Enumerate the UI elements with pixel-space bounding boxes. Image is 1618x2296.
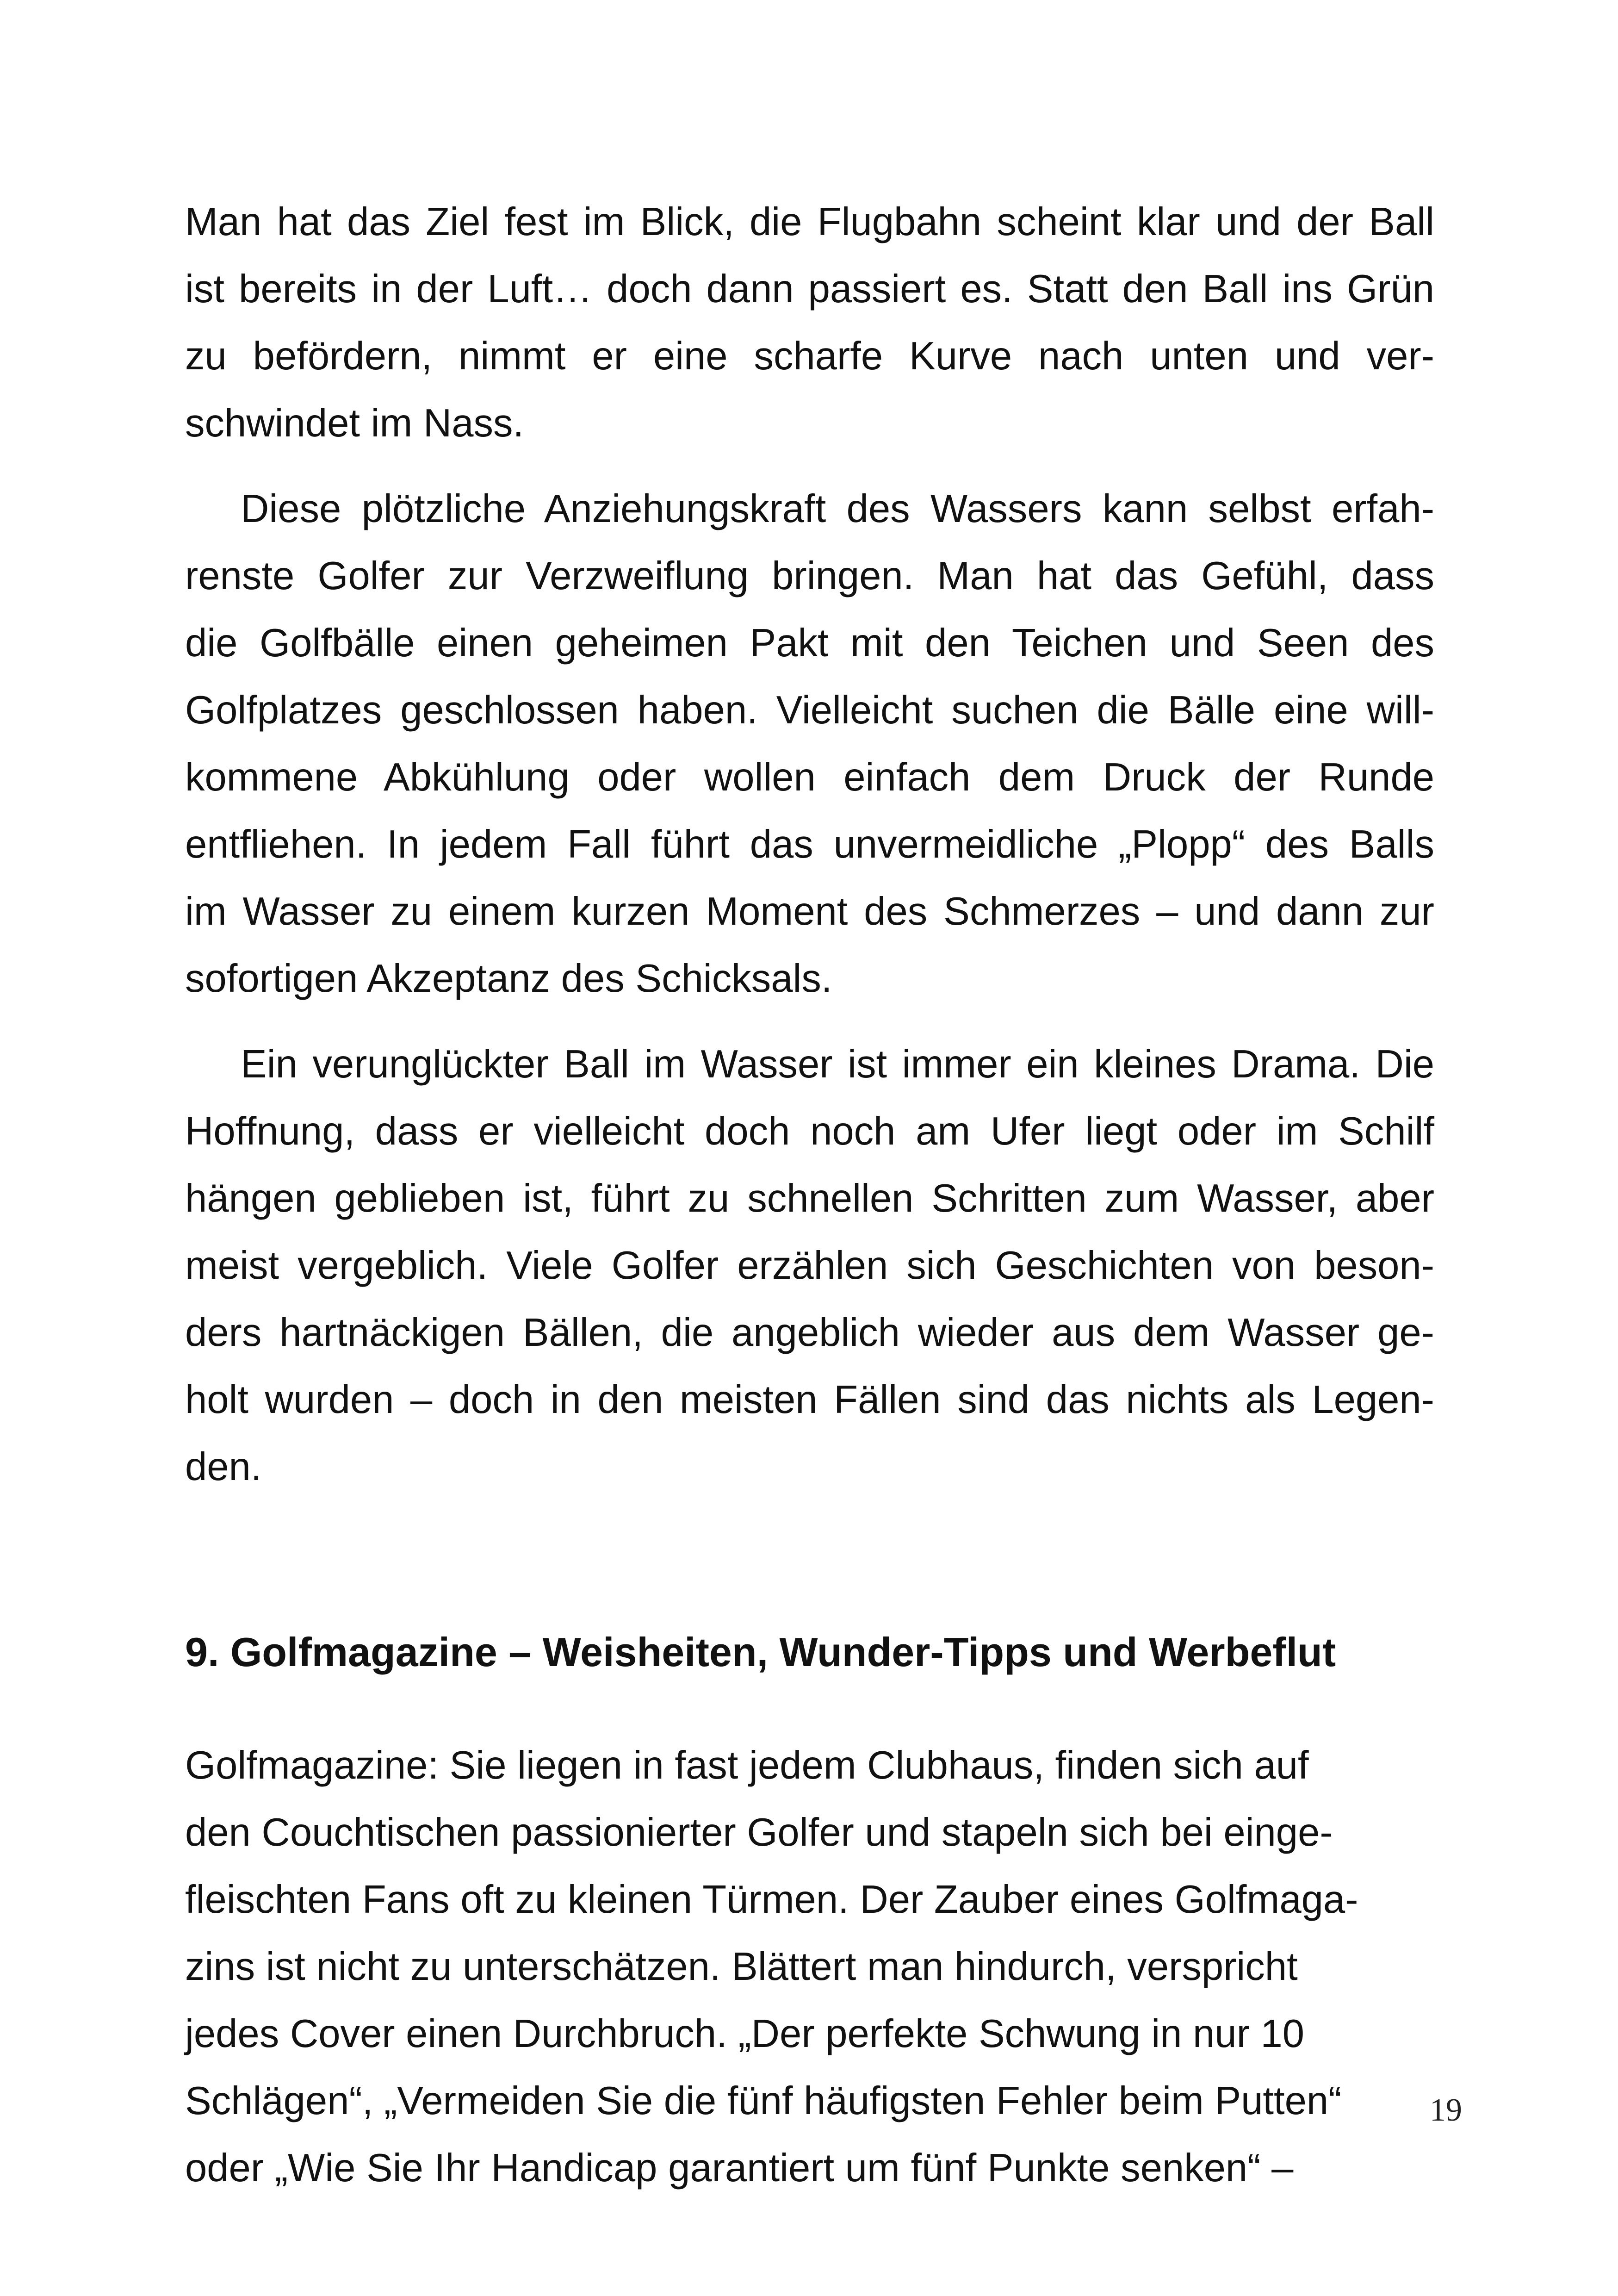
text-line: hängen geblieben ist, führt zu schnellen Schritten zum Wasser, aber [185,1176,1434,1220]
text-line: den. [185,1445,262,1489]
text-line: den Couchtischen passionierter Golfer und stapeln sich bei einge- [185,1811,1333,1854]
text-line: Golfmagazine: Sie liegen in fast jedem Clubhaus, finden sich auf [185,1743,1309,1787]
text-line: Golfplatzes geschlossen haben. Vielleicht suchen die Bälle eine will- [185,688,1434,732]
text-line: Hoffnung, dass er vielleicht doch noch am Ufer liegt oder im Schilf [185,1109,1434,1153]
text-line: jedes Cover einen Durchbruch. „Der perfekte Schwung in nur 10 [185,2012,1305,2056]
text-line: sofortigen Akzeptanz des Schicksals. [185,957,832,1001]
text-line: meist vergeblich. Viele Golfer erzählen sich Geschichten von beson- [185,1244,1434,1288]
text-line: ist bereits in der Luft… doch dann passiert es. Statt den Ball ins Grün [185,267,1434,311]
text-line: fleischten Fans oft zu kleinen Türmen. Der Zauber eines Golfmaga- [185,1878,1358,1922]
text-line: die Golfbälle einen geheimen Pakt mit den Teichen und Seen des [185,621,1434,665]
text-line: zins ist nicht zu unterschätzen. Blättert man hindurch, verspricht [185,1945,1298,1989]
text-line: Schlägen“, „Vermeiden Sie die fünf häufigsten Fehler beim Putten“ [185,2079,1342,2123]
text-line: Man hat das Ziel fest im Blick, die Flugbahn scheint klar und der Ball [185,200,1434,244]
text-line: im Wasser zu einem kurzen Moment des Schmerzes – und dann zur [185,890,1434,933]
text-line: renste Golfer zur Verzweiflung bringen. Man hat das Gefühl, dass [185,554,1434,598]
text-line: schwindet im Nass. [185,401,524,445]
text-line: Diese plötzliche Anziehungskraft des Wassers kann selbst erfah- [241,487,1434,531]
text-line: zu befördern, nimmt er eine scharfe Kurve nach unten und ver- [185,334,1434,378]
text-line: Ein verunglückter Ball im Wasser ist immer ein kleines Drama. Die [241,1042,1434,1086]
text-line: entfliehen. In jedem Fall führt das unvermeidliche „Plopp“ des Balls [185,822,1434,866]
text-line: oder „Wie Sie Ihr Handicap garantiert um fünf Punkte senken“ – [185,2146,1294,2190]
text-line: holt wurden – doch in den meisten Fällen sind das nichts als Legen- [185,1378,1434,1422]
section-heading: 9. Golfmagazine – Weisheiten, Wunder-Tipps und Werbeflut [185,1629,1336,1675]
text-line: kommene Abkühlung oder wollen einfach dem Druck der Runde [185,755,1434,799]
text-line: ders hartnäckigen Bällen, die angeblich wieder aus dem Wasser ge- [185,1311,1434,1355]
page-number: 19 [1430,2092,1462,2128]
